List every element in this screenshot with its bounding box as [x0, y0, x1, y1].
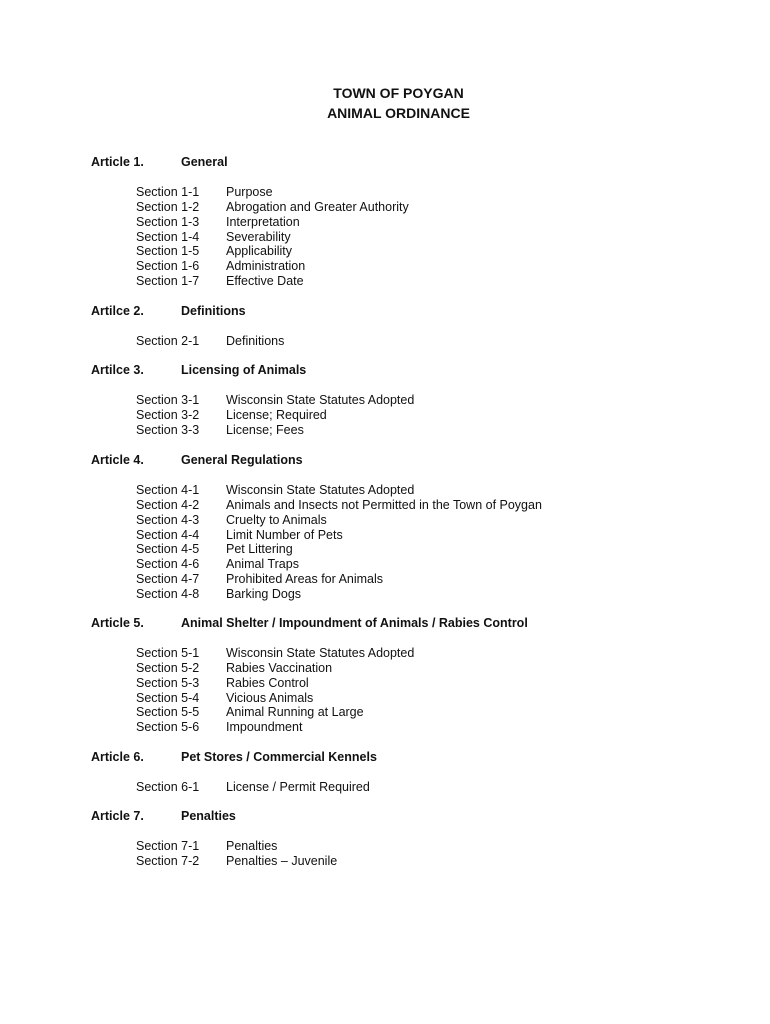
- section-row: [0, 676, 770, 691]
- section-row: [0, 334, 770, 349]
- section-number: Section 5-1: [136, 646, 200, 660]
- section-title: Rabies Vaccination: [226, 660, 333, 675]
- section-row: [0, 720, 770, 735]
- article-number: Article 4.: [91, 453, 144, 467]
- section-title: Abrogation and Greater Authority: [226, 199, 409, 214]
- section-title: License / Permit Required: [226, 780, 370, 794]
- section-row: [0, 498, 770, 513]
- section-number: Section 7-2: [136, 853, 200, 868]
- section-list: [0, 185, 770, 289]
- section-row: [0, 587, 770, 602]
- article-3: [0, 363, 770, 438]
- section-number: Section 1-6: [136, 259, 200, 274]
- section-row: [0, 185, 770, 200]
- section-row: [0, 513, 770, 528]
- article-title: Definitions: [181, 304, 246, 318]
- section-title: License; Fees: [226, 422, 304, 437]
- section-title: Administration: [226, 259, 306, 274]
- article-number: Article 7.: [91, 809, 144, 823]
- section-title: License; Required: [226, 407, 327, 422]
- section-number: Section 4-5: [136, 542, 200, 557]
- article-title: Animal Shelter / Impoundment of Animals / Rabies Control: [181, 616, 528, 630]
- section-list: [0, 839, 770, 869]
- document-subtitle: ANIMAL ORDINANCE: [327, 105, 470, 121]
- section-number: Section 4-3: [136, 512, 200, 527]
- section-title: Effective Date: [226, 274, 304, 289]
- section-row: [0, 483, 770, 498]
- section-number: Section 3-3: [136, 422, 200, 437]
- section-title: Pet Littering: [226, 542, 293, 557]
- article-number: Article 5.: [91, 616, 144, 630]
- article-title: General: [181, 155, 228, 169]
- section-row: [0, 408, 770, 423]
- article-number: Article 6.: [91, 750, 144, 764]
- article-4: [0, 453, 770, 602]
- section-number: Section 4-2: [136, 497, 200, 512]
- section-number: Section 7-1: [136, 839, 200, 853]
- article-6: [0, 750, 770, 795]
- section-title: Applicability: [226, 244, 293, 259]
- section-list: [0, 646, 770, 735]
- section-number: Section 1-5: [136, 244, 200, 259]
- section-title: Wisconsin State Statutes Adopted: [226, 646, 415, 660]
- section-title: Interpretation: [226, 214, 300, 229]
- section-title: Animal Running at Large: [226, 705, 364, 720]
- section-row: [0, 274, 770, 289]
- section-title: Penalties – Juvenile: [226, 853, 338, 868]
- section-row: [0, 230, 770, 245]
- section-row: [0, 691, 770, 706]
- section-title: Purpose: [226, 185, 273, 199]
- section-number: Section 4-1: [136, 483, 200, 497]
- article-heading: [0, 304, 770, 322]
- section-number: Section 1-7: [136, 274, 200, 289]
- article-number: Artilce 2.: [91, 304, 144, 318]
- section-list: [0, 780, 770, 795]
- section-title: Barking Dogs: [226, 586, 302, 601]
- article-title: General Regulations: [181, 453, 303, 467]
- article-5: [0, 616, 770, 735]
- section-number: Section 1-4: [136, 229, 200, 244]
- section-row: [0, 215, 770, 230]
- section-title: Cruelty to Animals: [226, 512, 327, 527]
- article-heading: [0, 363, 770, 381]
- section-title: Animals and Insects not Permitted in the Town of Poygan: [226, 497, 542, 512]
- section-number: Section 1-2: [136, 199, 200, 214]
- section-row: [0, 423, 770, 438]
- section-number: Section 1-3: [136, 214, 200, 229]
- section-number: Section 2-1: [136, 334, 200, 348]
- article-heading: [0, 616, 770, 634]
- section-row: [0, 200, 770, 215]
- section-title: Severability: [226, 229, 291, 244]
- section-row: [0, 646, 770, 661]
- article-1: [0, 155, 770, 289]
- article-heading: [0, 453, 770, 471]
- section-list: [0, 483, 770, 602]
- section-number: Section 5-3: [136, 675, 200, 690]
- article-title: Penalties: [181, 809, 236, 823]
- document-title: TOWN OF POYGAN: [333, 85, 464, 101]
- section-title: Impoundment: [226, 720, 303, 735]
- article-heading: [0, 809, 770, 827]
- section-title: Wisconsin State Statutes Adopted: [226, 483, 415, 497]
- section-title: Limit Number of Pets: [226, 527, 343, 542]
- section-list: [0, 393, 770, 438]
- section-number: Section 4-7: [136, 572, 200, 587]
- article-heading: [0, 155, 770, 173]
- section-number: Section 5-6: [136, 720, 200, 735]
- section-title: Vicious Animals: [226, 690, 314, 705]
- section-row: [0, 244, 770, 259]
- section-number: Section 6-1: [136, 780, 200, 794]
- article-7: [0, 809, 770, 869]
- section-number: Section 5-2: [136, 660, 200, 675]
- article-2: [0, 304, 770, 349]
- section-number: Section 1-1: [136, 185, 200, 199]
- section-row: [0, 572, 770, 587]
- section-number: Section 5-5: [136, 705, 200, 720]
- section-row: [0, 259, 770, 274]
- article-number: Artilce 3.: [91, 363, 144, 377]
- section-row: [0, 780, 770, 795]
- section-title: Rabies Control: [226, 675, 309, 690]
- section-row: [0, 661, 770, 676]
- article-number: Article 1.: [91, 155, 144, 169]
- section-number: Section 4-6: [136, 557, 200, 572]
- section-row: [0, 854, 770, 869]
- section-row: [0, 528, 770, 543]
- section-row: [0, 542, 770, 557]
- section-number: Section 3-2: [136, 407, 200, 422]
- section-row: [0, 705, 770, 720]
- article-title: Pet Stores / Commercial Kennels: [181, 750, 377, 764]
- section-title: Definitions: [226, 334, 285, 348]
- section-title: Prohibited Areas for Animals: [226, 572, 384, 587]
- section-row: [0, 393, 770, 408]
- section-number: Section 3-1: [136, 393, 200, 407]
- section-number: Section 5-4: [136, 690, 200, 705]
- section-row: [0, 557, 770, 572]
- article-heading: [0, 750, 770, 768]
- section-title: Animal Traps: [226, 557, 299, 572]
- article-title: Licensing of Animals: [181, 363, 307, 377]
- section-number: Section 4-8: [136, 586, 200, 601]
- section-title: Wisconsin State Statutes Adopted: [226, 393, 415, 407]
- section-number: Section 4-4: [136, 527, 200, 542]
- section-title: Penalties: [226, 839, 278, 853]
- section-row: [0, 839, 770, 854]
- section-list: [0, 334, 770, 349]
